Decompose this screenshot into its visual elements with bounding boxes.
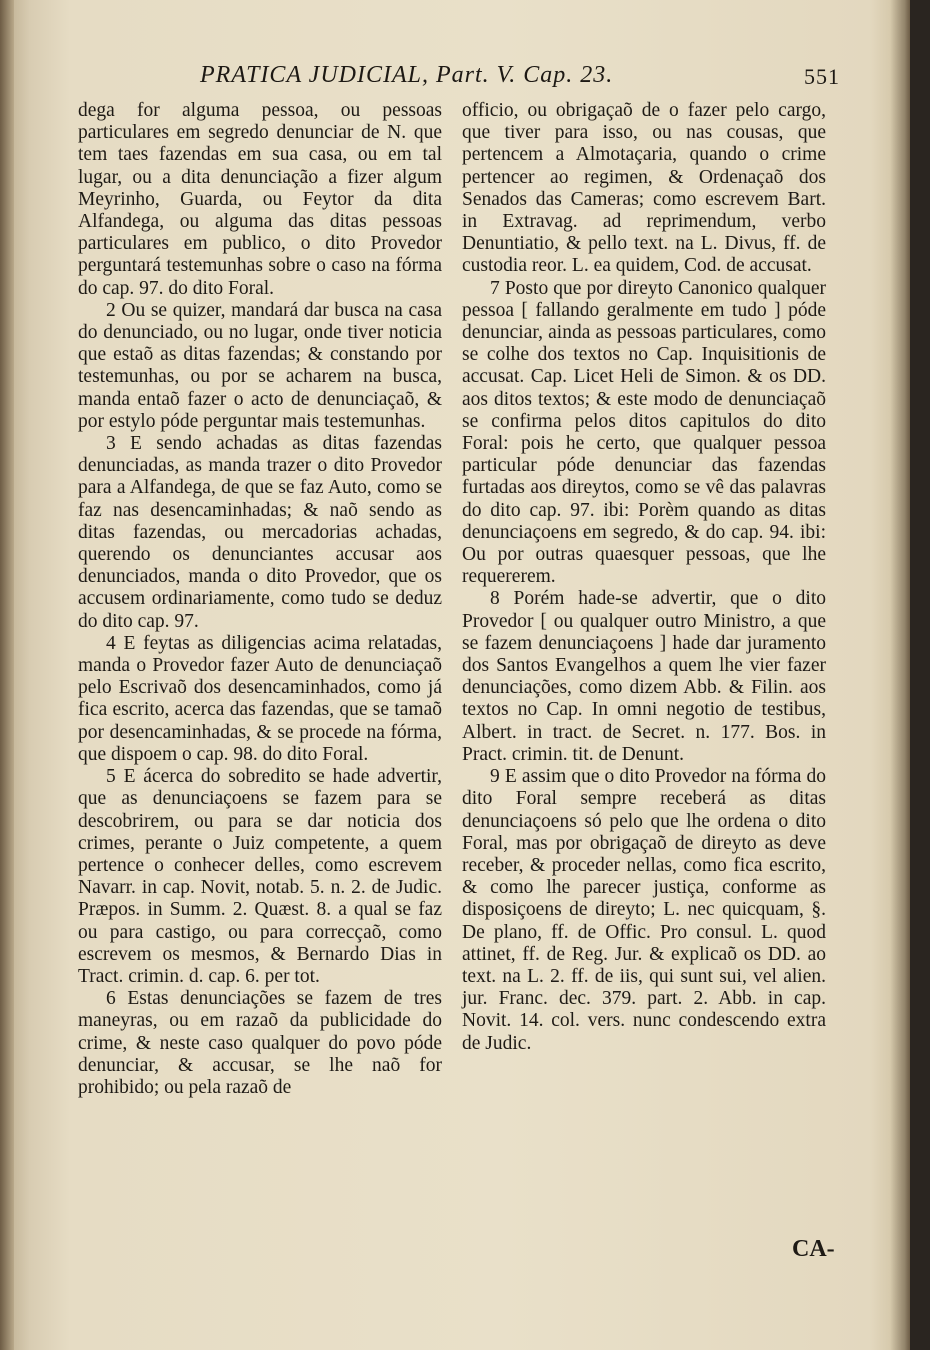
paragraph-3: 3 E sendo achadas as ditas fazendas denunciadas, as manda trazer o dito Provedor para a Alfandega, de que se faz Auto, como se faz nas desencaminhadas; & naõ sendo as ditas fazendas, ou mercadorias achadas, querendo os denunciantes accusar aos denunciados, manda o dito Provedor, que os accusem ordinariamente, como tudo se deduz do dito cap. 97. — [78, 433, 442, 632]
paragraph-4: 4 E feytas as diligencias acima relatadas, manda o Provedor fazer Auto de denunciaçaõ pelo Escrivaõ dos desencaminhados, como já fica escrito, acerca das fazendas, que se tamaõ por desencaminhadas, & se procede na fórma, que dispoem o cap. 98. do dito Foral. — [78, 632, 442, 765]
catchword: CA- — [792, 1236, 835, 1262]
right-column — [462, 100, 826, 1055]
page-edge-shadow — [890, 0, 910, 1350]
paragraph-6: 6 Estas denunciações se fazem de tres maneyras, ou em razaõ da publicidade do crime, & neste caso qualquer do povo póde denunciar, & accusar, se lhe naõ for prohibido; ou pela razaõ de — [78, 988, 442, 1098]
paragraph-5: 5 E ácerca do sobredito se hade advertir, que as denunciaçoens se fazem para se descobrirem, ou para se dar noticia dos crimes, perante o Juiz competente, a quem pertence o conhecer delles, como escrevem Navarr. in cap. Novit, notab. 5. n. 2. de Judic. Præpos. in Summ. 2. Quæst. 8. a qual se faz ou para castigo, ou para correcçaõ, como escrevem os mesmos, & Bernardo Dias in Tract. crimin. d. cap. 6. per tot. — [78, 766, 442, 987]
paragraph-2: 2 Ou se quizer, mandará dar busca na casa do denunciado, ou no lugar, onde tiver noticia que estaõ as ditas fazendas; & constando por testemunhas, ou por se acharem na busca, manda entaõ fazer o acto de denunciaçaõ, & por estylo póde perguntar mais testemunhas. — [78, 299, 442, 432]
paragraph-continued: dega for alguma pessoa, ou pessoas particulares em segredo denunciar de N. que tem taes fazendas em sua casa, ou em tal lugar, ou a dita denunciação a fizer algum Meyrinho, Guarda, ou Feytor da dita Alfandega, ou alguma das ditas pessoas particulares em publico, o dito Provedor perguntará testemunhas sobre o caso na fórma do cap. 97. do dito Foral. — [78, 100, 442, 299]
running-header — [200, 62, 840, 92]
left-column — [78, 100, 442, 1099]
paragraph-7: 7 Posto que por direyto Canonico qualquer pessoa [ fallando geralmente em tudo ] póde denunciar, ainda as pessoas particulares, como se colhe dos textos no Cap. Inquisitionis de accusat. Cap. Licet Heli de Simon. & os DD. aos ditos textos; & este modo de denunciaçaõ se confirma pelos ditos capitulos do dito Foral: pois he certo, que qualquer pessoa particular póde denunciar das fazendas furtadas aos direytos, como se vê das palavras do dito cap. 97. ibi: Porèm quando as ditas denunciaçoens em segredo, & do cap. 94. ibi: Ou por outras quaesquer pessoas, que lhe requererem. — [462, 277, 826, 588]
paragraph-9: 9 E assim que o dito Provedor na fórma do dito Foral sempre receberá as ditas denunciaçoens só pelo que lhe ordena o dito Foral, mas por obrigaçaõ de direyto as deve receber, & proceder nellas, como fica escrito, & como lhe parecer justiça, conforme as disposiçoens de direyto; L. nec quicquam, §. De plano, ff. de Offic. Pro consul. L. quod attinet, ff. de Reg. Jur. & explicaõ os DD. ao text. na L. 2. ff. de iis, qui sunt sui, vel alien. jur. Franc. dec. 379. part. 2. Abb. in cap. Novit. 14. col. vers. nunc condescendo extra de Judic. — [462, 766, 826, 1054]
paragraph-6-continued: officio, ou obrigaçaõ de o fazer pelo cargo, que tiver para isso, ou nas cousas, que pertencem a Almotaçaria, quando o crime pertencer ao regimen, & Ordenaçaõ dos Senados das Cameras; como escrevem Bart. in Extravag. ad reprimendum, verbo Denuntiatio, & pello text. na L. Divus, ff. de custodia reor. L. ea quidem, Cod. de accusat. — [462, 100, 826, 277]
header-title: PRATICA JUDICIAL, Part. V. Cap. 23. — [200, 62, 614, 88]
page-number: 551 — [804, 64, 840, 89]
page-gutter — [0, 0, 14, 1350]
paragraph-8: 8 Porém hade-se advertir, que o dito Provedor [ ou qualquer outro Ministro, a que se fazem denunciaçoens ] hade dar juramento dos Santos Evangelhos a quem lhe vier fazer denunciações, como dizem Abb. & Filin. aos textos no Cap. In omni negotio de testibus, Albert. in tract. de Secret. n. 177. Bos. in Pract. crimin. tit. de Denunt. — [462, 588, 826, 765]
